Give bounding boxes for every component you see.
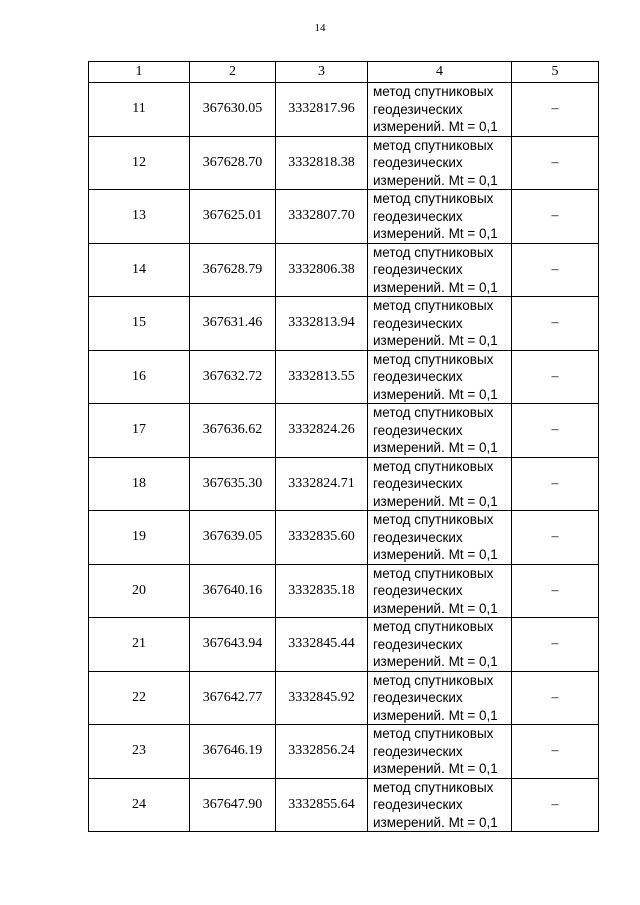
method-line: метод спутниковых (373, 565, 494, 581)
table-row (89, 725, 599, 779)
table-row (89, 404, 599, 458)
method-line: измерений. Mt = 0,1 (373, 761, 498, 776)
method-line: метод спутниковых (373, 137, 494, 153)
method-line: измерений. Mt = 0,1 (373, 600, 498, 616)
method-cell (368, 83, 512, 137)
header-col-2: 2 (190, 62, 276, 83)
note-cell: – (512, 457, 599, 511)
point-number-cell: 18 (89, 457, 190, 511)
method-line: измерений. Mt = 0,1 (373, 707, 498, 723)
method-line: геодезических (373, 422, 463, 438)
point-number-cell: 24 (89, 778, 190, 832)
y-coordinate-cell: 3332806.38 (276, 243, 368, 297)
point-number-cell: 23 (89, 725, 190, 779)
note-cell: – (512, 243, 599, 297)
method-cell (368, 404, 512, 458)
note-cell: – (512, 778, 599, 832)
table-row (89, 297, 599, 351)
y-coordinate-cell: 3332845.92 (276, 671, 368, 725)
y-coordinate-cell: 3332835.18 (276, 564, 368, 618)
table-row (89, 511, 599, 565)
y-coordinate-cell: 3332807.70 (276, 190, 368, 244)
note-cell: – (512, 350, 599, 404)
method-line: метод спутниковых (373, 512, 494, 527)
method-line: геодезических (373, 476, 463, 491)
table-row (89, 671, 599, 725)
y-coordinate-cell: 3332855.64 (276, 778, 368, 832)
method-line: измерений. Mt = 0,1 (373, 440, 498, 455)
note-cell: – (512, 671, 599, 725)
table-header (89, 62, 599, 83)
method-line: метод спутниковых (373, 458, 494, 474)
method-line: метод спутниковых (373, 84, 494, 99)
x-coordinate-cell: 367631.46 (190, 297, 276, 351)
x-coordinate-cell: 367630.05 (190, 83, 276, 137)
x-coordinate-cell: 367647.90 (190, 778, 276, 832)
method-line: метод спутниковых (373, 726, 494, 741)
table-row (89, 564, 599, 618)
method-cell (368, 457, 512, 511)
point-number-cell: 14 (89, 243, 190, 297)
method-line: геодезических (373, 636, 463, 652)
method-line: метод спутниковых (373, 672, 494, 688)
method-cell (368, 297, 512, 351)
point-number-cell: 16 (89, 350, 190, 404)
table-row (89, 618, 599, 672)
x-coordinate-cell: 367628.79 (190, 243, 276, 297)
method-line: геодезических (373, 583, 463, 598)
y-coordinate-cell: 3332856.24 (276, 725, 368, 779)
method-line: геодезических (373, 369, 463, 384)
table-row (89, 136, 599, 190)
method-line: геодезических (373, 743, 463, 759)
note-cell: – (512, 297, 599, 351)
method-line: измерений. Mt = 0,1 (373, 654, 498, 669)
x-coordinate-cell: 367640.16 (190, 564, 276, 618)
header-col-4: 4 (368, 62, 512, 83)
method-line: метод спутниковых (373, 191, 494, 206)
method-line: метод спутниковых (373, 405, 494, 420)
table-row (89, 778, 599, 832)
method-line: геодезических (373, 208, 463, 224)
method-cell (368, 190, 512, 244)
method-line: метод спутниковых (373, 244, 494, 260)
y-coordinate-cell: 3332817.96 (276, 83, 368, 137)
note-cell: – (512, 564, 599, 618)
y-coordinate-cell: 3332845.44 (276, 618, 368, 672)
point-number-cell: 15 (89, 297, 190, 351)
table-row (89, 350, 599, 404)
method-line: геодезических (373, 101, 463, 117)
method-line: метод спутниковых (373, 619, 494, 634)
note-cell: – (512, 83, 599, 137)
method-line: геодезических (373, 529, 463, 545)
method-line: геодезических (373, 262, 463, 277)
method-cell (368, 778, 512, 832)
header-col-3: 3 (276, 62, 368, 83)
point-number-cell: 17 (89, 404, 190, 458)
method-cell (368, 136, 512, 190)
table-row (89, 243, 599, 297)
method-line: измерений. Mt = 0,1 (373, 279, 498, 295)
method-line: измерений. Mt = 0,1 (373, 226, 498, 241)
point-number-cell: 11 (89, 83, 190, 137)
table-body (89, 83, 599, 832)
method-line: измерений. Mt = 0,1 (373, 547, 498, 562)
y-coordinate-cell: 3332813.94 (276, 297, 368, 351)
method-cell (368, 511, 512, 565)
method-line: геодезических (373, 797, 463, 812)
y-coordinate-cell: 3332818.38 (276, 136, 368, 190)
x-coordinate-cell: 367628.70 (190, 136, 276, 190)
method-cell (368, 725, 512, 779)
point-number-cell: 22 (89, 671, 190, 725)
table-row (89, 83, 599, 137)
method-line: измерений. Mt = 0,1 (373, 814, 498, 830)
method-cell (368, 671, 512, 725)
page-number: 14 (314, 22, 326, 34)
x-coordinate-cell: 367632.72 (190, 350, 276, 404)
note-cell: – (512, 725, 599, 779)
x-coordinate-cell: 367625.01 (190, 190, 276, 244)
table-row (89, 190, 599, 244)
x-coordinate-cell: 367642.77 (190, 671, 276, 725)
method-line: геодезических (373, 690, 463, 705)
method-line: измерений. Mt = 0,1 (373, 386, 498, 402)
point-number-cell: 21 (89, 618, 190, 672)
note-cell: – (512, 618, 599, 672)
x-coordinate-cell: 367635.30 (190, 457, 276, 511)
method-line: измерений. Mt = 0,1 (373, 493, 498, 509)
note-cell: – (512, 404, 599, 458)
method-line: метод спутниковых (373, 351, 494, 367)
table-row (89, 457, 599, 511)
method-line: измерений. Mt = 0,1 (373, 333, 498, 348)
x-coordinate-cell: 367646.19 (190, 725, 276, 779)
x-coordinate-cell: 367643.94 (190, 618, 276, 672)
method-line: метод спутниковых (373, 779, 494, 795)
point-number-cell: 19 (89, 511, 190, 565)
method-line: геодезических (373, 315, 463, 331)
method-cell (368, 564, 512, 618)
x-coordinate-cell: 367636.62 (190, 404, 276, 458)
method-line: метод спутниковых (373, 298, 494, 313)
x-coordinate-cell: 367639.05 (190, 511, 276, 565)
method-cell (368, 350, 512, 404)
y-coordinate-cell: 3332824.26 (276, 404, 368, 458)
note-cell: – (512, 511, 599, 565)
point-number-cell: 12 (89, 136, 190, 190)
header-col-5: 5 (512, 62, 599, 83)
method-line: измерений. Mt = 0,1 (373, 119, 498, 134)
header-col-1: 1 (89, 62, 190, 83)
method-line: геодезических (373, 155, 463, 170)
method-line: измерений. Mt = 0,1 (373, 172, 498, 188)
method-cell (368, 618, 512, 672)
point-number-cell: 20 (89, 564, 190, 618)
y-coordinate-cell: 3332835.60 (276, 511, 368, 565)
coordinates-table (88, 61, 599, 832)
header-row (89, 62, 599, 83)
note-cell: – (512, 190, 599, 244)
note-cell: – (512, 136, 599, 190)
y-coordinate-cell: 3332824.71 (276, 457, 368, 511)
point-number-cell: 13 (89, 190, 190, 244)
y-coordinate-cell: 3332813.55 (276, 350, 368, 404)
method-cell (368, 243, 512, 297)
